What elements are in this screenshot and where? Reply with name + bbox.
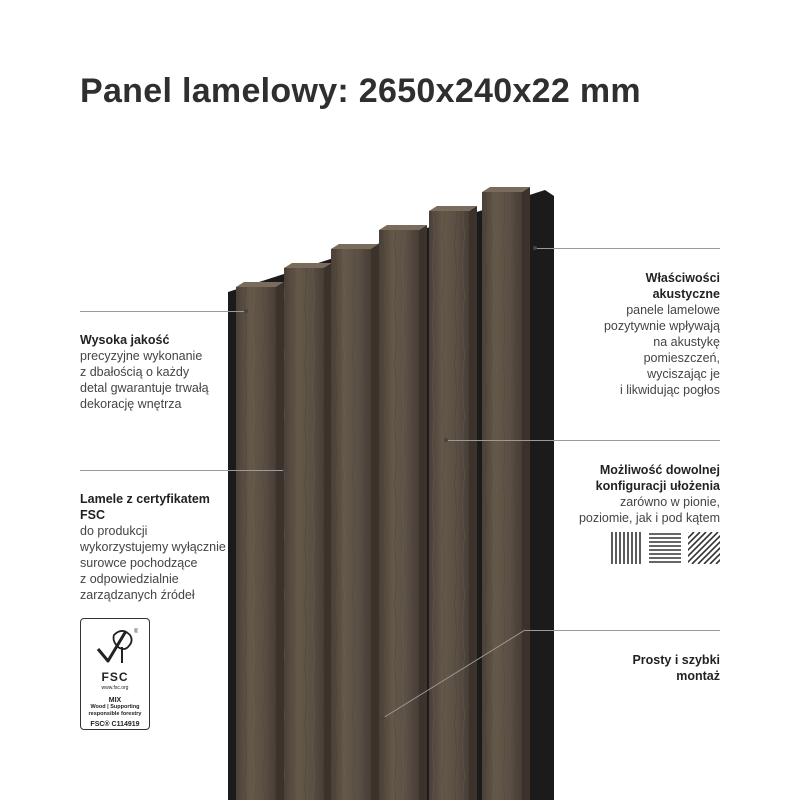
feature-quality-heading: Wysoka jakość: [80, 333, 170, 347]
horizontal-lines-icon: [649, 532, 681, 564]
svg-text:®: ®: [134, 629, 138, 635]
feature-fsc-text: do produkcji wykorzystujemy wyłącznie surowce pochodzące z odpowiedzialnie zarządzanych źródeł: [80, 524, 226, 602]
fsc-logo-type: MIX: [108, 697, 122, 704]
feature-acoustic: [604, 270, 720, 398]
feature-fsc-heading: Lamele z certyfikatem FSC: [80, 492, 210, 522]
fsc-logo-name: FSC: [101, 670, 129, 684]
diagonal-lines-icon: [688, 532, 720, 564]
fsc-logo-website: www.fsc.org: [101, 685, 129, 691]
feature-config-heading: Możliwość dowolnej konfiguracji ułożenia: [595, 463, 720, 493]
fsc-logo-code: FSC® C114919: [90, 721, 140, 728]
feature-config-text: zarówno w pionie, poziomie, jak i pod kątem: [578, 495, 720, 525]
page-title: Panel lamelowy: 2650x240x22 mm: [80, 72, 641, 110]
fsc-logo: [80, 618, 150, 730]
feature-acoustic-heading: Właściwości akustyczne: [645, 271, 720, 301]
fsc-logo-claim: Wood | Supporting responsible forestry: [88, 704, 142, 717]
feature-mount-heading: Prosty i szybki montaż: [632, 653, 720, 683]
fsc-tree-check-icon: [92, 625, 138, 669]
feature-config: [579, 462, 720, 526]
feature-acoustic-text: panele lamelowe pozytywnie wpływają na akustykę pomieszczeń, wyciszając je i likwidując pogłos: [603, 303, 720, 397]
vertical-lines-icon: [610, 532, 642, 564]
feature-fsc: [80, 491, 226, 603]
feature-mount: [632, 652, 720, 684]
feature-quality-text: precyzyjne wykonanie z dbałością o każdy detal gwarantuje trwałą dekorację wnętrza: [80, 349, 209, 411]
feature-quality: [80, 332, 209, 412]
